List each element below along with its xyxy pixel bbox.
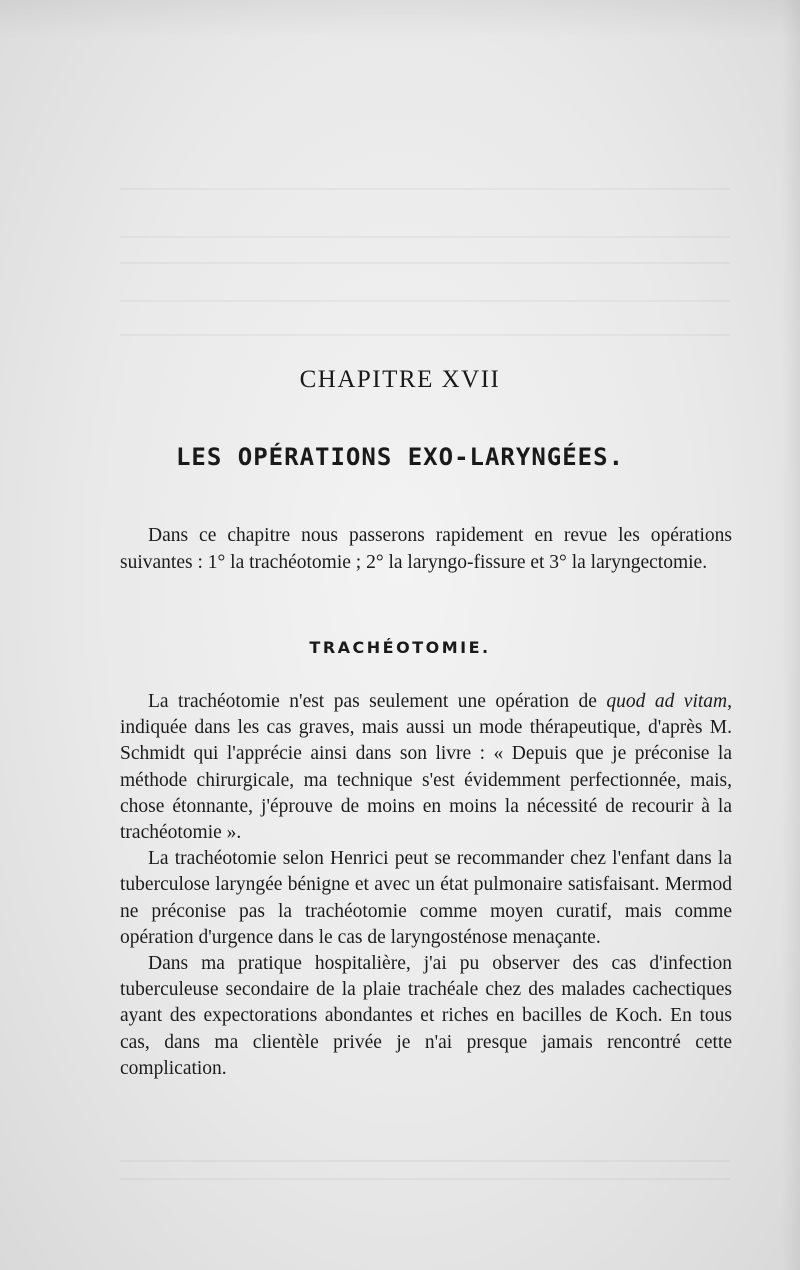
bleed-through-line <box>120 300 730 302</box>
latin-phrase: quod ad vitam <box>606 691 728 712</box>
bleed-through-line <box>120 1178 730 1180</box>
paragraph-text: La trachéotomie n'est pas seulement une opération de <box>148 691 607 712</box>
chapter-number: CHAPITRE XVII <box>299 366 501 393</box>
paragraph: Dans ma pratique hospitalière, j'ai pu observer des cas d'infection tuberculeuse secondaire de la plaie trachéale chez des malades cachectiques ayant des expectorations abondantes et riches en bacilles de Koch. En tous cas, dans ma clientèle privée je n'ai presque jamais rencontré cette complication. <box>120 953 732 1079</box>
body-text <box>120 689 732 1082</box>
intro-paragraph: Dans ce chapitre nous passerons rapidement en revue les opérations suivantes : 1° la trachéotomie ; 2° la laryngo-fissure et 3° la laryngectomie. <box>120 525 732 573</box>
bleed-through-line <box>120 188 730 190</box>
chapter-title: LES OPÉRATIONS EXO-LARYNGÉES. <box>175 443 625 471</box>
page-shadow-top <box>0 0 800 40</box>
page-shadow-right <box>782 0 800 1270</box>
bleed-through-line <box>120 1160 730 1162</box>
paragraph: La trachéotomie selon Henrici peut se recommander chez l'enfant dans la tuberculose laryngée bénigne et avec un état pulmonaire satisfaisant. Mermod ne préconise pas la trachéotomie comme moyen curatif, mais comme opération d'urgence dans le cas de laryngosténose menaçante. <box>120 848 732 948</box>
bleed-through-line <box>120 236 730 238</box>
paragraph-text: , indiquée dans les cas graves, mais aussi un mode thérapeutique, d'après M. Schmidt qui l'apprécie ainsi dans son livre : « Depuis que je préconise la méthode chirurgicale, ma technique s'est évidemment perfectionnée, mais, chose étonnante, j'éprouve de moins en moins la nécessité de recourir à la trachéotomie ». <box>120 691 732 844</box>
paragraph <box>120 689 732 846</box>
bleed-through-line <box>120 262 730 264</box>
section-heading: TRACHÉOTOMIE. <box>309 638 491 657</box>
bleed-through-line <box>120 334 730 336</box>
